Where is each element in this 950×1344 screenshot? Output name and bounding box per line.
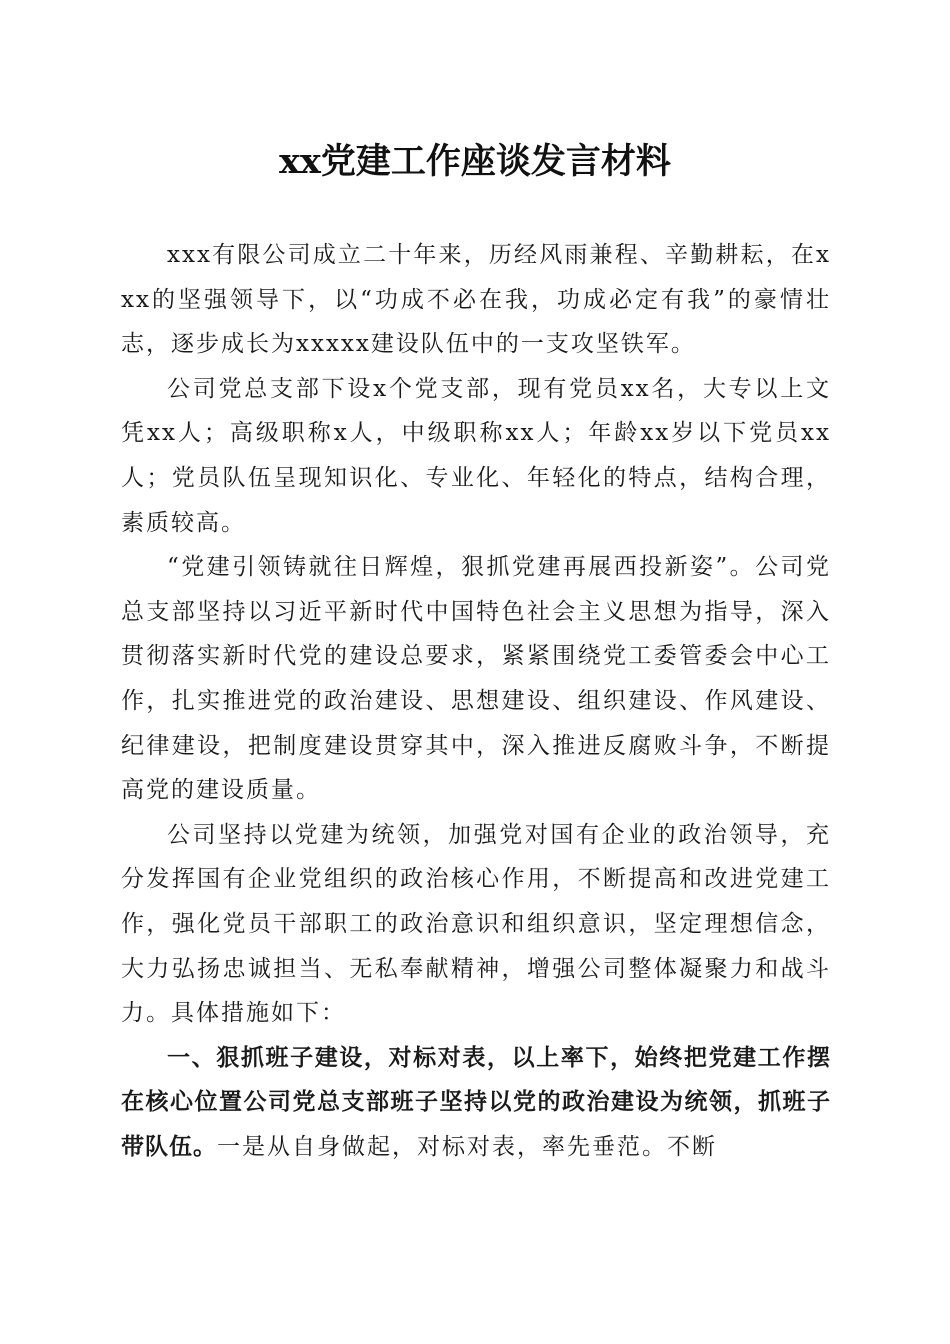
section-one-text: 一是从自身做起，对标对表，率先垂范。不断	[217, 1133, 717, 1160]
paragraph-section-one	[121, 1036, 831, 1170]
document-body	[121, 233, 831, 1169]
paragraph-company-intro: xxx有限公司成立二十年来，历经风雨兼程、辛勤耕耘，在xxx的坚强领导下，以“功成不必在我，功成必定有我”的豪情壮志，逐步成长为xxxxx建设队伍中的一支攻坚铁军。	[121, 242, 831, 358]
document-title: xx党建工作座谈发言材料	[279, 141, 671, 182]
paragraph-measures-intro: 公司坚持以党建为统领，加强党对国有企业的政治领导，充分发挥国有企业党组织的政治核心作用，不断提高和改进党建工作，强化党员干部职工的政治意识和组织意识，坚定理想信念，大力弘扬忠诚担当、无私奉献精神，增强公司整体凝聚力和战斗力。具体措施如下：	[121, 821, 831, 1027]
paragraph-party-guidance: “党建引领铸就往日辉煌，狠抓党建再展西投新姿”。公司党总支部坚持以习近平新时代中国特色社会主义思想为指导，深入贯彻落实新时代党的建设总要求，紧紧围绕党工委管委会中心工作，扎实推进党的政治建设、思想建设、组织建设、作风建设、纪律建设，把制度建设贯穿其中，深入推进反腐败斗争，不断提高党的建设质量。	[121, 554, 831, 804]
section-one-heading: 一、狠抓班子建设，对标对表，以上率下，始终把党建工作摆在核心位置公司党总支部班子坚持以党的政治建设为统领，抓班子带队伍。	[121, 1044, 831, 1160]
paragraph-party-members: 公司党总支部下设x个党支部，现有党员xx名，大专以上文凭xx人；高级职称x人，中级职称xx人；年龄xx岁以下党员xx人；党员队伍呈现知识化、专业化、年轻化的特点，结构合理，素质较高。	[121, 375, 831, 536]
